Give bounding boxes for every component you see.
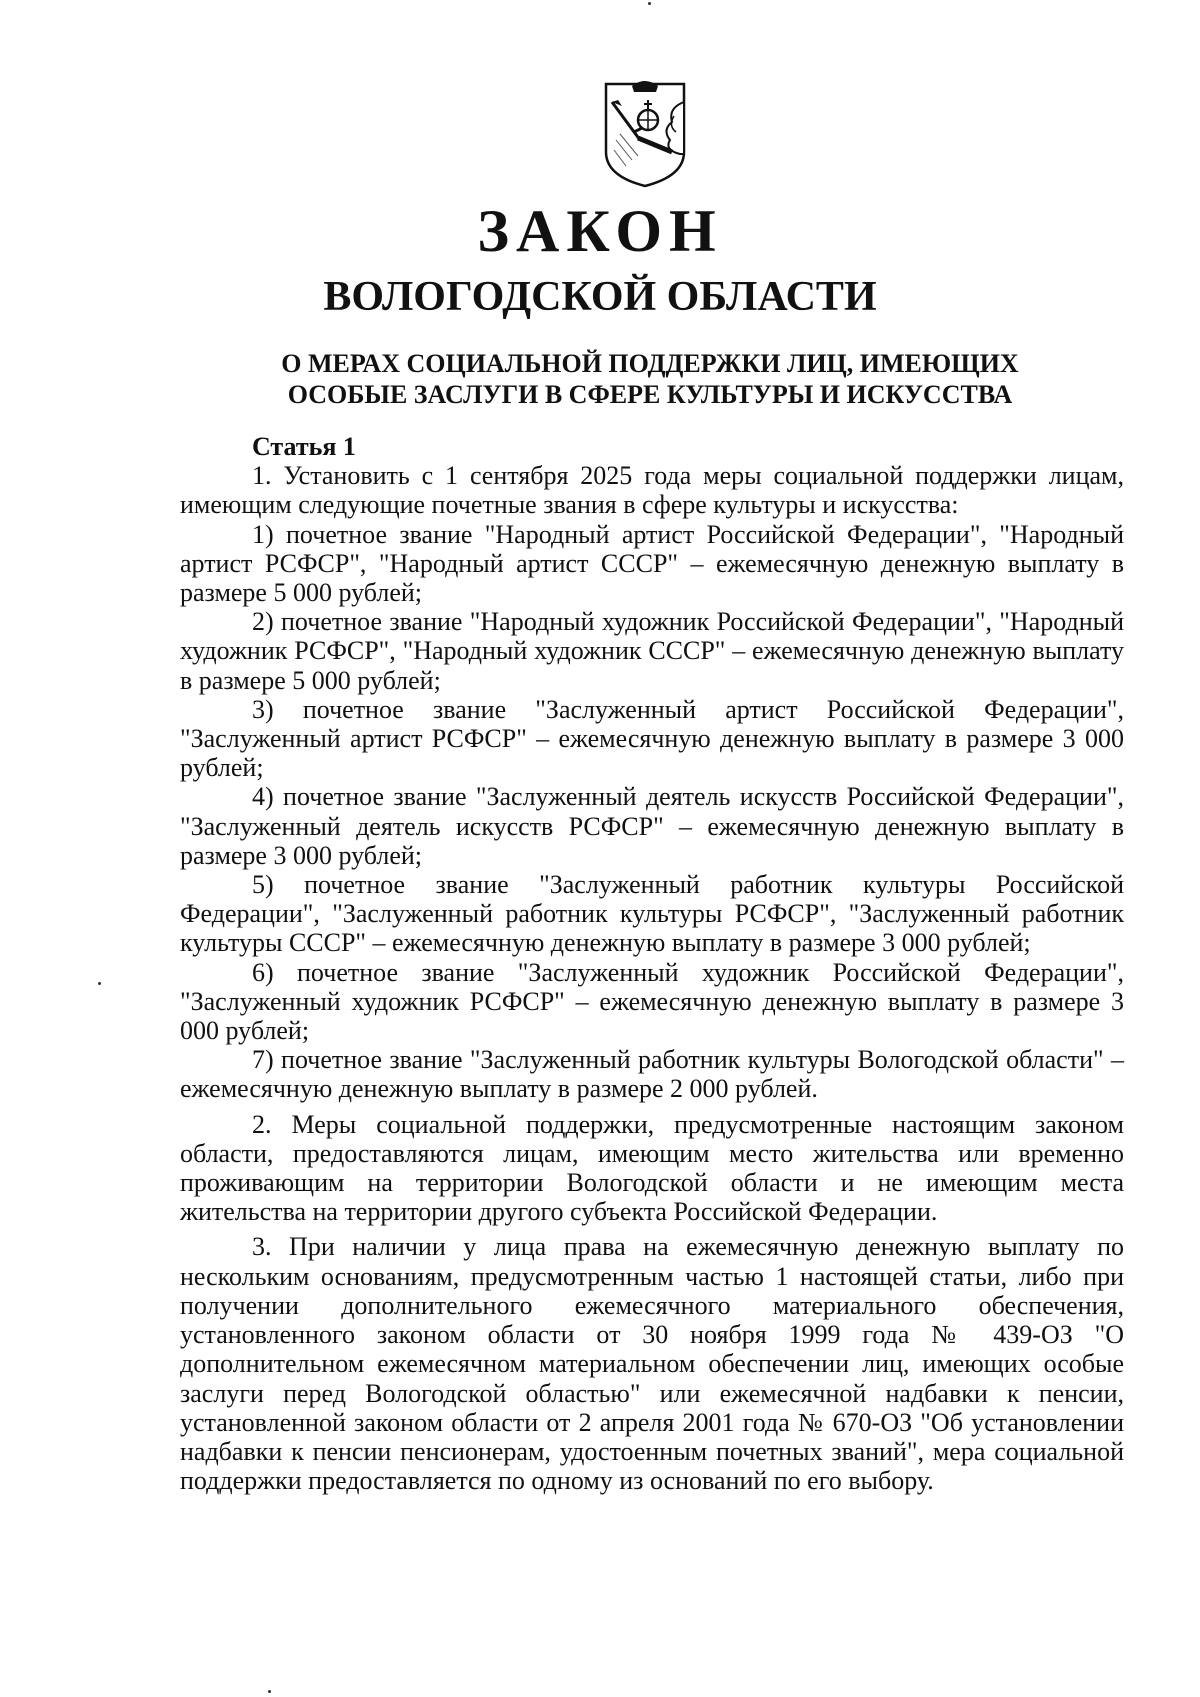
law-heading-line-1: О МЕРАХ СОЦИАЛЬНОЙ ПОДДЕРЖКИ ЛИЦ, ИМЕЮЩИХ — [281, 349, 1019, 378]
article-title: Статья 1 — [252, 432, 356, 461]
list-item-6: 6) почетное звание "Заслуженный художник Российской Федерации", "Заслуженный художник РСФСР" – ежемесячную денежную выплату в размере 3 000 рублей; — [180, 957, 1124, 1046]
scan-speck — [648, 2, 651, 5]
region-name: ВОЛОГОДСКОЙ ОБЛАСТИ — [323, 274, 877, 320]
law-title: ЗАКОН — [477, 198, 723, 264]
paragraph-part-1: 1. Установить с 1 сентября 2025 года меры социальной поддержки лицам, имеющим следующие почетные звания в сфере культуры и искусства: — [180, 461, 1124, 520]
list-item-7: 7) почетное звание "Заслуженный работник культуры Вологодской области" – ежемесячную денежную выплату в размере 2 000 рублей. — [180, 1045, 1124, 1104]
law-heading — [230, 348, 1070, 410]
law-heading-line-2: ОСОБЫЕ ЗАСЛУГИ В СФЕРЕ КУЛЬТУРЫ И ИСКУССТВА — [287, 380, 1013, 409]
list-item-5: 5) почетное звание "Заслуженный работник культуры Российской Федерации", "Заслуженный работник культуры РСФСР", "Заслуженный работник культуры СССР" – ежемесячную денежную выплату в размере 3 000 рублей; — [180, 870, 1124, 958]
vologda-coat-of-arms-icon — [602, 80, 688, 188]
list-item-4: 4) почетное звание "Заслуженный деятель искусств Российской Федерации", "Заслуженный деятель искусств РСФСР" – ежемесячную денежную выплату в размере 3 000 рублей; — [180, 782, 1124, 870]
scan-speck — [268, 1690, 271, 1693]
article-body — [180, 432, 1124, 1495]
paragraph-part-3: 3. При наличии у лица права на ежемесячную денежную выплату по нескольким основаниям, предусмотренным частью 1 настоящей статьи, либо при получении дополнительного ежемесячного материального обеспечения, установленного законом области от 30 ноября 1999 года № 439-ОЗ "О дополнительном ежемесячном материальном обеспечении лиц, имеющих особые заслуги перед Вологодской областью" или ежемесячной надбавки к пенсии, установленной законом области от 2 апреля 2001 года № 670-ОЗ "Об установлении надбавки к пенсии пенсионерам, удостоенным почетных званий", мера социальной поддержки предоставляется по одному из оснований по его выбору. — [180, 1232, 1124, 1496]
list-item-2: 2) почетное звание "Народный художник Российской Федерации", "Народный художник РСФСР", "Народный художник СССР" – ежемесячную денежную выплату в размере 5 000 рублей; — [180, 607, 1124, 695]
scan-speck — [98, 982, 101, 985]
list-item-3: 3) почетное звание "Заслуженный артист Российской Федерации", "Заслуженный артист РСФСР" – ежемесячную денежную выплату в размере 3 000 рублей; — [180, 694, 1124, 783]
list-item-1: 1) почетное звание "Народный артист Российской Федерации", "Народный артист РСФСР", "Народный артист СССР" – ежемесячную денежную выплату в размере 5 000 рублей; — [180, 519, 1124, 608]
paragraph-part-2: 2. Меры социальной поддержки, предусмотренные настоящим законом области, предоставляются лицам, имеющим место жительства или временно проживающим на территории Вологодской области и не имеющим места жительства на территории другого субъекта Российской Федерации. — [180, 1109, 1124, 1227]
